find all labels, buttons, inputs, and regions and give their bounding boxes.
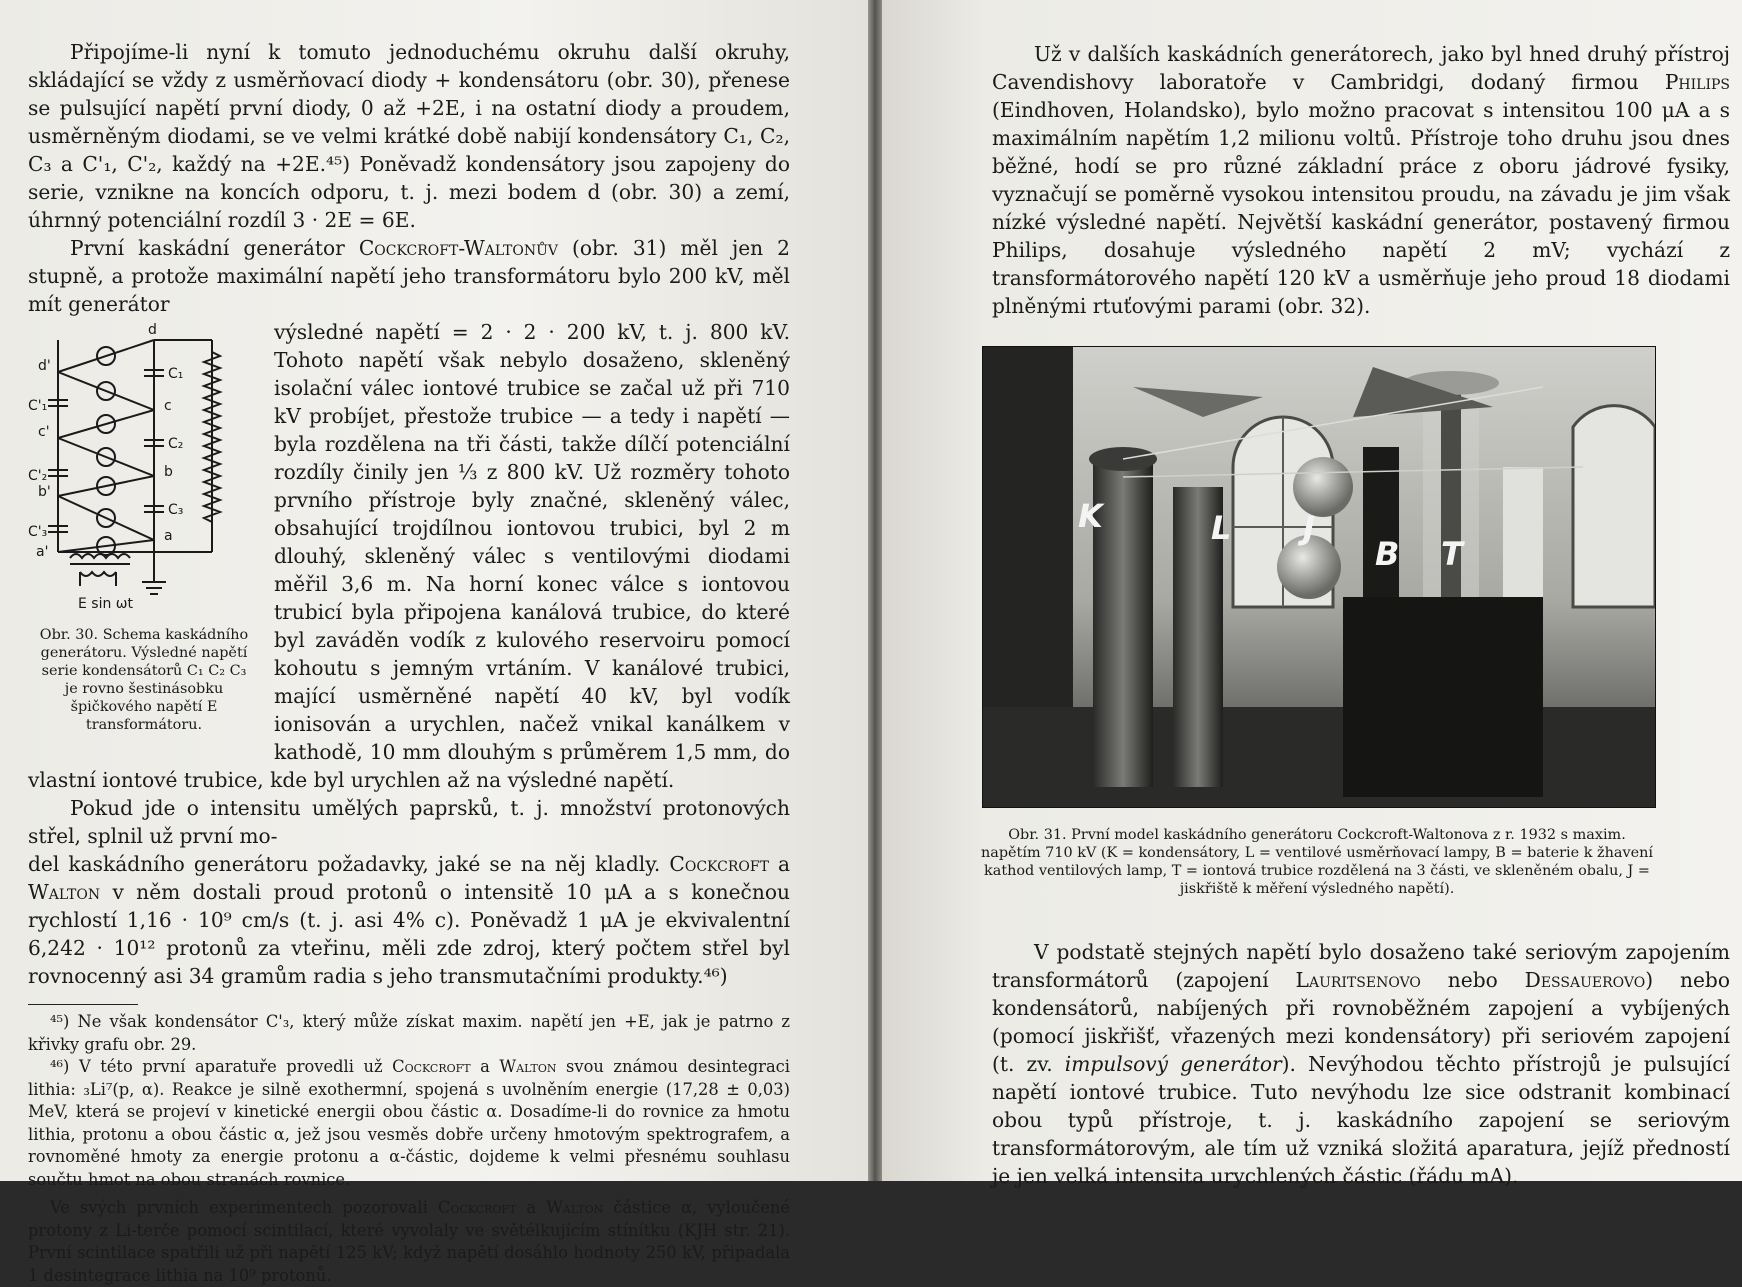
paragraph-cascade-circuit: Připojíme-li nyní k tomuto jednoduchému okruhu další okruhy, skládající se vždy z usměrňovací diody + kondensátoru (obr. 30), přenese se pulsující napětí první diody, 0 až +2E, i na ostatní diody a proudem, usměrněným diodami, se ve velmi krátké době nabijí kondensátory C₁, C₂, C₃ a C'₁, C'₂, každý na +2E.⁴⁵) Poněvadž kondensátory jsou zapojeny do serie, vznikne na koncích odporu, t. j. mezi bodem d (obr. 30) a zemí, úhrnný potenciální rozdíl 3 · 2E = 6E. [28,40,790,232]
paragraph-first-generator [28,234,790,318]
label-b-prime: b' [38,484,51,500]
right-page [882,0,1742,1188]
text-run: a [470,1057,500,1076]
label-b: b [164,464,173,480]
footnote-46-continued [28,1197,790,1287]
text-run: svou známou desintegraci lithia: ₃Li⁷(p, α). Reakce je silně exothermní, spojená s uvolněním energie (17,28 ± 0,03) MeV, která se projeví v kinetické energii obou částic α. Dosadíme-li do rovnice za hmotu lithia, protonu a obou částic α, jež jsou vesměs dobře určeny hmotovým spektrografem, a rovnoměné hmoty za energie protonu a α-částic, dojdeme k velmi přesnému souhlasu součtu hmot na obou stranách rovnice. [28,1057,790,1189]
text-run: (Eindhoven, Holandsko), bylo možno pracovat s intensitou 100 μA a s maximálním napětím 1,2 milionu voltů. Přístroje toho druhu jsou dnes běžné, hodí se pro různé základní práce z oboru jádrové fysiky, vyznačují se poměrně vysokou intensitou proudu, na závadu je jim však nízké výsledné napětí. Největší kaskádní generátor, postavený firmou Philips, dosahuje výsledného napětí 2 mV; vychází z transformátorového napětí 120 kV a usměrňuje jeho proud 18 diodami plněnými rtuťovými parami (obr. 32). [992,98,1730,318]
footnote-46 [28,1056,790,1191]
left-page [0,0,868,1285]
apparatus-photo [983,347,1655,807]
author-name: Cockcroft [669,852,769,876]
footnote-rule [28,1004,138,1005]
label-C1: C₁ [168,366,184,382]
footnote-45: ⁴⁵) Ne však kondensátor C'₃, který může získat maxim. napětí jen +E, jak je patrno z křivky grafu obr. 29. [28,1012,790,1054]
text-run: a [768,852,791,876]
company-name: Philips [1664,70,1730,94]
text-run: První kaskádní generátor [70,236,359,260]
photo-label-B: B [1375,535,1400,573]
text-run: Už v dalších kaskádních generátorech, jako byl hned druhý přístroj Cavendishovy laboratoře v Cambridgi, dodaný firmou [992,42,1730,94]
label-d-prime: d' [38,358,51,374]
text-run: V podstatě stejných napětí bylo dosaženo také seriovým zapojením transformátorů (zapojení [992,940,1730,992]
author-name: Walton [499,1057,557,1076]
author-name: Cockcroft [392,1057,471,1076]
author-name: Dessauerovo [1524,968,1646,992]
label-d: d [148,322,157,338]
text-run: del kaskádního generátoru požadavky, jaké se na něj kladly. [28,852,670,876]
author-name: Cockcroft-Waltonův [358,236,559,260]
paragraph-intensity-start: Pokud jde o intensitu umělých paprsků, t. j. množství protonových střel, splnil už první mo- [28,796,790,848]
paragraph-impulse-generator [992,938,1730,1190]
text-run: v něm dostali proud protonů o intensitě 10 μA a s konečnou rychlostí 1,16 · 10⁹ cm/s (t. j. asi 4% c). Poněvadž 1 μA je ekvivalentní 6,242 · 10¹² protonů za vteřinu, měli zde zdroj, který počtem střel byl rovnocenný asi 34 gramům radia s jeho transmutačními produkty.⁴⁶) [28,880,790,988]
label-a-prime: a' [36,544,49,560]
text-run: částice α, vyloučené protony z Li-terče pomocí scintilací, které vyvolaly ve světélkujícím stínítku (KJH str. 21). První scintilace spatřili už při napětí 125 kV; když napětí dosáhlo hodnoty 250 kV, připadala 1 desintegrace lithia na 10⁹ protonů. [28,1198,791,1285]
label-C3-prime: C'₃ [28,524,48,540]
paragraph-intensity [28,850,790,990]
text-run: ⁴⁶) V této první aparatuře provedli už [50,1057,393,1076]
text-run: ) nebo kondensátorů, nabíjených při rovnoběžném zapojení a vybíjených (pomocí jiskřišť, vřazených mezi kondensátory) při seriovém zapojení (t. zv. [992,968,1731,1076]
author-name: Lauritsenovo [1295,968,1421,992]
text-run: (obr. 31) měl jen 2 stupně, a protože maximální napětí jeho transformátoru bylo 200 kV, měl mít generátor [28,236,790,316]
label-C1-prime: C'₁ [28,398,48,414]
author-name: Walton [28,880,101,904]
author-name: Cockcroft [437,1198,517,1217]
text-run: Ve svých prvních experimentech pozorovali [50,1198,438,1217]
author-name: Walton [546,1198,604,1217]
text-run: ). Nevýhodou těchto přístrojů je pulsující napětí iontové trubice. Tuto nevýhodu lze sice odstranit kombinací obou typů přístroje, t. j. kaskádního zapojení se seriovým transformátorovým, ale tím už vzniká složitá aparatura, jejíž předností je jen velká intensita urychlených částic (řádu mA). [992,1052,1730,1188]
label-c-prime: c' [38,424,50,440]
text-run: a [516,1198,547,1217]
figure-30-caption: Obr. 30. Schema kaskádního generátoru. Výsledné napětí serie kondensátorů C₁ C₂ C₃ je rovno šestinásobku špičkového napětí E transformátoru. [39,627,249,733]
label-C3: C₃ [168,502,184,518]
paragraph-later-generators [992,40,1730,320]
figure-31-photo [982,346,1656,808]
label-c: c [164,398,172,414]
photo-label-J: J [1303,509,1315,547]
cascade-schematic [28,320,260,620]
photo-label-T: T [1441,535,1463,573]
label-C2: C₂ [168,436,184,452]
photo-label-K: K [1078,497,1103,535]
label-C2-prime: C'₂ [28,468,48,484]
figure-30 [28,320,260,750]
label-source: E sin ωt [78,596,134,612]
term-impulse-generator: impulsový generátor [1064,1052,1282,1076]
text-run: nebo [1420,968,1525,992]
photo-label-L: L [1211,509,1232,547]
paragraph-800kv: výsledné napětí = 2 · 2 · 200 kV, t. j. 800 kV. Tohoto napětí však nebylo dosaženo, skleněný isolační válec iontové trubice se začal už při 710 kV probíjet, přestože trubice — a tedy i napětí — byla rozdělena na tři části, takže dílčí potenciální rozdíly činily jen ⅓ z 800 kV. Už rozměry tohoto prvního přístroje byly značné, skleněný válec, obsahující trojdílnou iontovou trubici, byl 2 m dlouhý, skleněný válec s ventilovými diodami měřil 3,6 m. Na horní konec válce s iontovou trubicí byla připojena kanálová trubice, do které byl zaváděn vodík z kulového reservoiru pomocí kohoutu s jemným vrtáním. V kanálové trubici, mající usměrněné napětí 40 kV, byl vodík ionisován a urychlen, načež vnikal kanálkem v kathodě, 10 mm dlouhým s průměrem 1,5 mm, do vlastní iontové trubice, kde byl urychlen až na výsledné napětí. [28,320,790,792]
label-a: a [164,528,173,544]
book-gutter [868,0,882,1181]
figure-31-caption: Obr. 31. První model kaskádního generátoru Cockcroft-Waltonova z r. 1932 s maxim. napětím 710 kV (K = kondensátory, L = ventilové usměrňovací lampy, B = baterie k žhavení kathod ventilových lamp, T = iontová trubice rozdělená na 3 části, ve skleněném obalu, J = jiskřiště k měření výsledného napětí). [980,827,1653,897]
